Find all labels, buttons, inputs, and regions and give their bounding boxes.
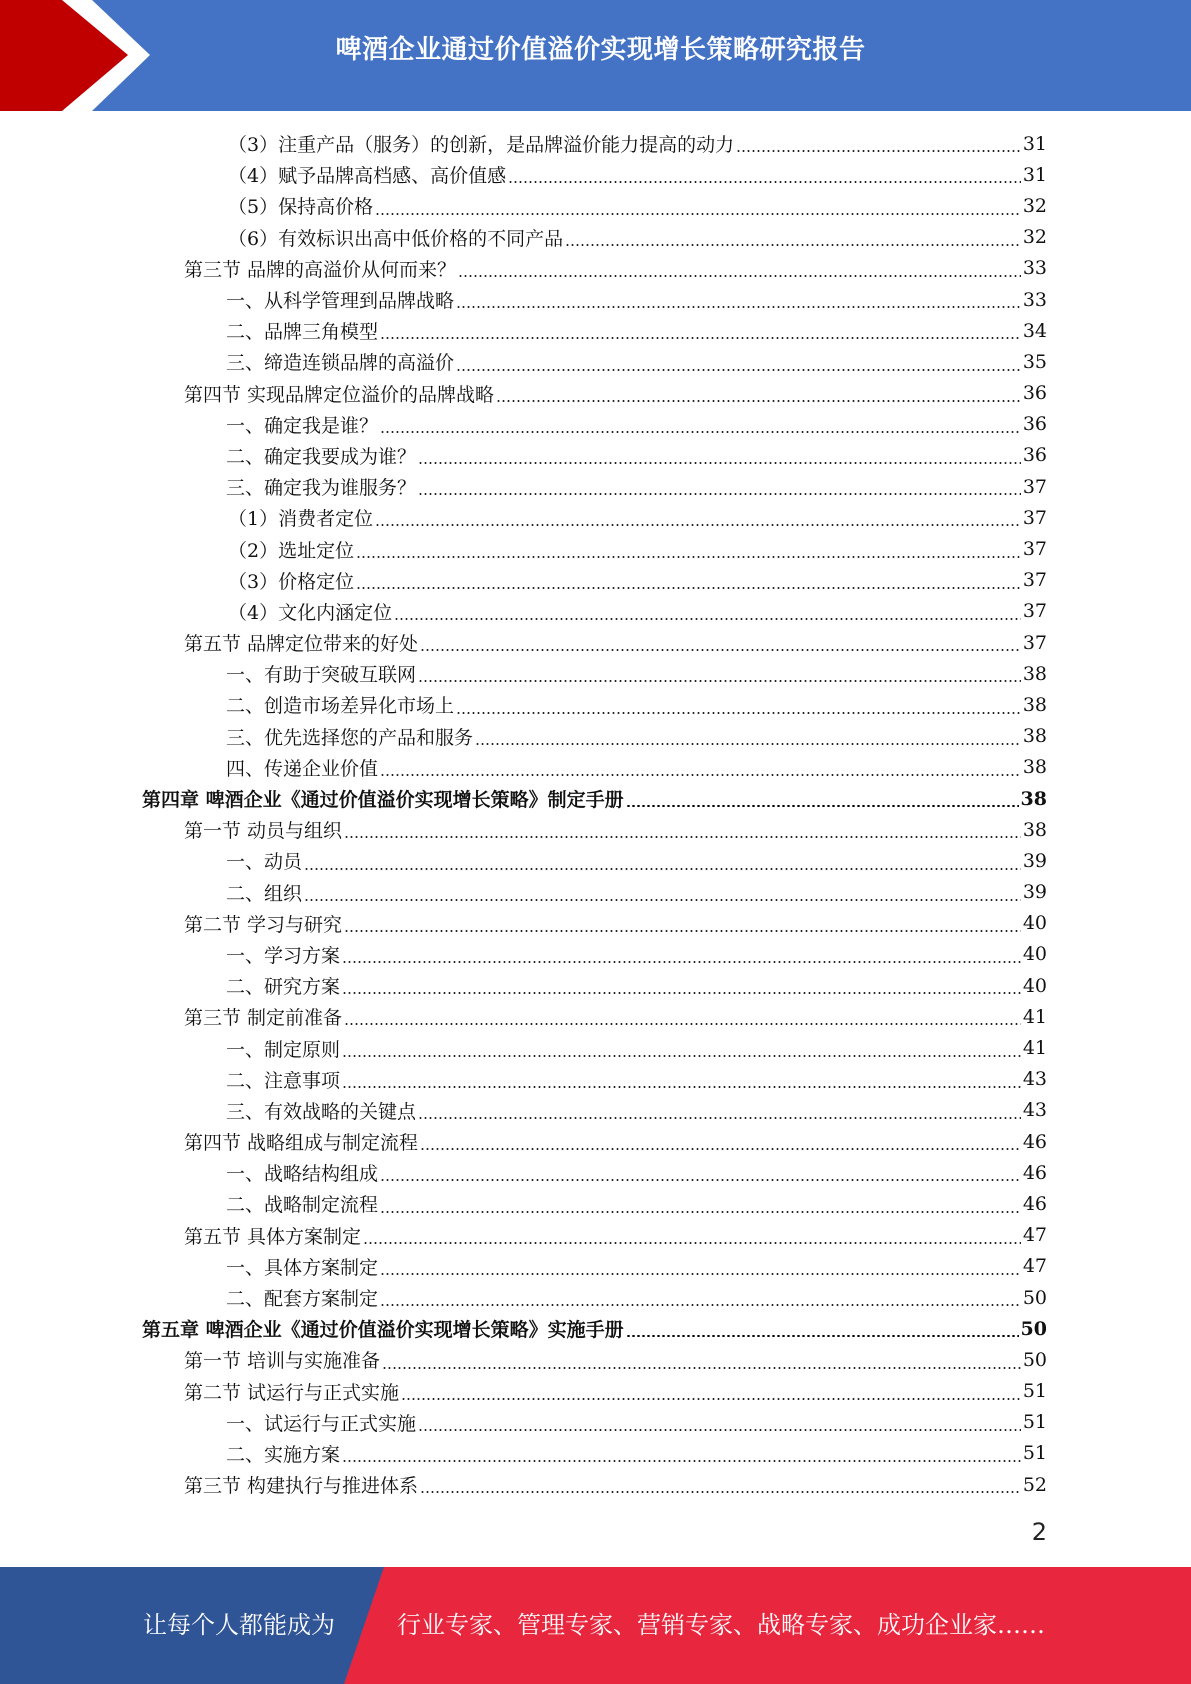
toc-dot-leader <box>420 1491 1021 1493</box>
toc-entry-page: 41 <box>1022 1037 1047 1060</box>
toc-entry[interactable] <box>0 159 1191 190</box>
toc-entry-title: 三、缔造连锁品牌的高溢价 <box>226 352 455 375</box>
toc-entry[interactable] <box>0 1220 1191 1251</box>
toc-entry[interactable] <box>0 1438 1191 1469</box>
toc-entry-title: 一、具体方案制定 <box>226 1256 379 1279</box>
toc-dot-leader <box>363 1242 1021 1244</box>
toc-entry-title: 第三节 构建执行与推进体系 <box>184 1475 419 1498</box>
toc-entry-title: 二、配套方案制定 <box>226 1288 379 1311</box>
toc-dot-leader <box>418 462 1021 464</box>
toc-entry-title: 三、有效战略的关键点 <box>226 1100 417 1123</box>
toc-dot-leader <box>344 930 1021 932</box>
toc-dot-leader <box>401 1398 1021 1400</box>
toc-dot-leader <box>375 524 1021 526</box>
toc-entry[interactable] <box>0 1313 1191 1344</box>
toc-entry-page: 46 <box>1022 1130 1047 1153</box>
toc-entry[interactable] <box>0 721 1191 752</box>
toc-entry-title: 一、从科学管理到品牌战略 <box>226 290 455 313</box>
toc-dot-leader <box>344 1023 1021 1025</box>
toc-entry-title: 第二节 学习与研究 <box>184 913 343 936</box>
toc-entry[interactable] <box>0 1064 1191 1095</box>
page-header <box>0 0 1191 111</box>
toc-dot-leader <box>458 275 1021 277</box>
toc-entry[interactable] <box>0 346 1191 377</box>
footer-slogan-left: 让每个人都能成为 <box>143 1611 335 1639</box>
toc-dot-leader <box>508 181 1021 183</box>
toc-entry-page: 34 <box>1022 319 1047 342</box>
toc-entry[interactable] <box>0 1032 1191 1063</box>
toc-entry-title: （1）消费者定位 <box>228 508 374 531</box>
toc-dot-leader <box>418 493 1021 495</box>
toc-entry-page: 38 <box>1022 693 1047 716</box>
toc-entry[interactable] <box>0 845 1191 876</box>
toc-entry-title: 三、优先选择您的产品和服务 <box>226 726 474 749</box>
toc-entry[interactable] <box>0 689 1191 720</box>
toc-entry-page: 38 <box>1022 725 1047 748</box>
toc-dot-leader <box>420 649 1021 651</box>
toc-entry-page: 35 <box>1022 350 1047 373</box>
toc-entry[interactable] <box>0 253 1191 284</box>
toc-entry[interactable] <box>0 596 1191 627</box>
toc-entry[interactable] <box>0 409 1191 440</box>
toc-entry[interactable] <box>0 222 1191 253</box>
toc-entry-page: 50 <box>1020 1317 1047 1340</box>
toc-entry-page: 33 <box>1022 257 1047 280</box>
toc-entry[interactable] <box>0 1251 1191 1282</box>
table-of-contents <box>0 128 1191 1500</box>
toc-entry[interactable] <box>0 814 1191 845</box>
toc-dot-leader <box>626 1335 1019 1337</box>
toc-dot-leader <box>342 1086 1021 1088</box>
toc-entry[interactable] <box>0 1001 1191 1032</box>
toc-dot-leader <box>456 712 1021 714</box>
toc-entry-title: （6）有效标识出高中低价格的不同产品 <box>228 227 564 250</box>
toc-entry-title: 第四节 战略组成与制定流程 <box>184 1132 419 1155</box>
toc-dot-leader <box>342 992 1021 994</box>
toc-entry-title: 二、创造市场差异化市场上 <box>226 695 455 718</box>
toc-dot-leader <box>418 680 1021 682</box>
toc-entry-title: 二、确定我要成为谁？ <box>226 445 417 468</box>
toc-entry[interactable] <box>0 502 1191 533</box>
toc-entry-page: 38 <box>1020 787 1047 810</box>
toc-entry-page: 37 <box>1022 538 1047 561</box>
toc-entry[interactable] <box>0 378 1191 409</box>
toc-dot-leader <box>344 836 1021 838</box>
toc-dot-leader <box>342 1055 1021 1057</box>
toc-entry-title: 第一节 培训与实施准备 <box>184 1350 381 1373</box>
toc-entry[interactable] <box>0 1126 1191 1157</box>
toc-entry-page: 36 <box>1022 444 1047 467</box>
toc-entry-page: 36 <box>1022 413 1047 436</box>
toc-entry-title: 三、确定我为谁服务？ <box>226 477 417 500</box>
toc-entry-page: 32 <box>1022 194 1047 217</box>
toc-entry-page: 46 <box>1022 1192 1047 1215</box>
toc-entry-page: 51 <box>1022 1411 1047 1434</box>
toc-entry[interactable] <box>0 752 1191 783</box>
toc-dot-leader <box>736 150 1021 152</box>
toc-entry-page: 31 <box>1022 132 1047 155</box>
toc-entry-page: 38 <box>1022 818 1047 841</box>
toc-entry-page: 38 <box>1022 662 1047 685</box>
toc-entry-page: 37 <box>1022 569 1047 592</box>
toc-entry-title: 一、确定我是谁？ <box>226 414 379 437</box>
toc-entry-page: 50 <box>1022 1348 1047 1371</box>
toc-entry-title: 第五节 具体方案制定 <box>184 1225 362 1248</box>
toc-entry-title: 一、动员 <box>226 851 303 874</box>
toc-entry-page: 47 <box>1022 1224 1047 1247</box>
toc-entry-page: 40 <box>1022 912 1047 935</box>
toc-dot-leader <box>380 337 1021 339</box>
page-number: 2 <box>1031 1518 1047 1546</box>
toc-entry-title: （4）赋予品牌高档感、高价值感 <box>228 165 507 188</box>
toc-dot-leader <box>380 1179 1021 1181</box>
toc-dot-leader <box>565 244 1021 246</box>
toc-entry-title: 二、实施方案 <box>226 1443 341 1466</box>
toc-entry-title: （2）选址定位 <box>228 539 355 562</box>
page-footer <box>0 1567 1191 1684</box>
toc-dot-leader <box>380 1211 1021 1213</box>
toc-dot-leader <box>375 213 1021 215</box>
toc-entry-page: 51 <box>1022 1442 1047 1465</box>
toc-entry[interactable] <box>0 440 1191 471</box>
toc-dot-leader <box>382 1367 1021 1369</box>
toc-entry-title: 一、学习方案 <box>226 944 341 967</box>
toc-dot-leader <box>380 1273 1021 1275</box>
toc-dot-leader <box>304 868 1021 870</box>
toc-entry-page: 43 <box>1022 1099 1047 1122</box>
toc-entry-title: 第五章 啤酒企业《通过价值溢价实现增长策略》实施手册 <box>142 1319 624 1342</box>
toc-entry[interactable] <box>0 970 1191 1001</box>
toc-entry[interactable] <box>0 1095 1191 1126</box>
toc-dot-leader <box>420 1148 1021 1150</box>
toc-dot-leader <box>418 1429 1021 1431</box>
toc-entry-title: 二、注意事项 <box>226 1069 341 1092</box>
toc-dot-leader <box>356 587 1021 589</box>
toc-entry-page: 37 <box>1022 631 1047 654</box>
toc-entry[interactable] <box>0 284 1191 315</box>
toc-dot-leader <box>626 805 1019 807</box>
toc-entry-title: 第三节 品牌的高溢价从何而来？ <box>184 258 457 281</box>
toc-entry-title: 第一节 动员与组织 <box>184 820 343 843</box>
toc-entry[interactable] <box>0 1344 1191 1375</box>
toc-entry[interactable] <box>0 908 1191 939</box>
footer-slogan-right: 行业专家、管理专家、营销专家、战略专家、成功企业家…… <box>397 1611 1045 1639</box>
toc-entry[interactable] <box>0 783 1191 814</box>
toc-entry[interactable] <box>0 877 1191 908</box>
toc-dot-leader <box>496 400 1021 402</box>
report-title: 啤酒企业通过价值溢价实现增长策略研究报告 <box>335 35 866 65</box>
toc-entry-page: 46 <box>1022 1161 1047 1184</box>
toc-entry-page: 41 <box>1022 1005 1047 1028</box>
toc-entry-title: 二、组织 <box>226 882 303 905</box>
toc-entry-page: 36 <box>1022 382 1047 405</box>
toc-entry-title: （3）注重产品（服务）的创新，是品牌溢价能力提高的动力 <box>228 134 735 157</box>
toc-entry-title: 第四节 实现品牌定位溢价的品牌战略 <box>184 383 495 406</box>
toc-entry-title: （4）文化内涵定位 <box>228 601 393 624</box>
toc-dot-leader <box>456 306 1021 308</box>
toc-entry[interactable] <box>0 939 1191 970</box>
toc-entry-title: 一、制定原则 <box>226 1038 341 1061</box>
toc-entry[interactable] <box>0 128 1191 159</box>
toc-entry[interactable] <box>0 1157 1191 1188</box>
toc-entry[interactable] <box>0 1469 1191 1500</box>
toc-entry-page: 40 <box>1022 974 1047 997</box>
toc-entry-page: 33 <box>1022 288 1047 311</box>
toc-entry-page: 38 <box>1022 756 1047 779</box>
toc-entry-page: 39 <box>1022 849 1047 872</box>
toc-dot-leader <box>475 743 1021 745</box>
toc-entry-page: 52 <box>1022 1473 1047 1496</box>
toc-dot-leader <box>394 618 1021 620</box>
toc-entry-page: 51 <box>1022 1380 1047 1403</box>
toc-dot-leader <box>380 1304 1021 1306</box>
toc-dot-leader <box>380 774 1021 776</box>
toc-entry-title: 二、研究方案 <box>226 976 341 999</box>
toc-entry[interactable] <box>0 471 1191 502</box>
toc-entry-page: 31 <box>1022 163 1047 186</box>
toc-entry-page: 32 <box>1022 226 1047 249</box>
toc-entry[interactable] <box>0 658 1191 689</box>
toc-entry-page: 43 <box>1022 1068 1047 1091</box>
toc-entry-title: 第三节 制定前准备 <box>184 1007 343 1030</box>
toc-dot-leader <box>304 899 1021 901</box>
toc-entry-page: 47 <box>1022 1255 1047 1278</box>
toc-entry-title: （5）保持高价格 <box>228 196 374 219</box>
toc-entry[interactable] <box>0 1188 1191 1219</box>
toc-dot-leader <box>356 556 1021 558</box>
toc-dot-leader <box>418 1117 1021 1119</box>
toc-entry-page: 37 <box>1022 475 1047 498</box>
toc-entry-page: 40 <box>1022 943 1047 966</box>
toc-entry-title: 第五节 品牌定位带来的好处 <box>184 633 419 656</box>
toc-entry-title: 第二节 试运行与正式实施 <box>184 1381 400 1404</box>
toc-entry-page: 37 <box>1022 600 1047 623</box>
toc-dot-leader <box>342 1460 1021 1462</box>
toc-entry[interactable] <box>0 533 1191 564</box>
toc-entry-title: 二、品牌三角模型 <box>226 321 379 344</box>
toc-entry-title: 第四章 啤酒企业《通过价值溢价实现增长策略》制定手册 <box>142 789 624 812</box>
toc-entry[interactable] <box>0 315 1191 346</box>
toc-dot-leader <box>456 369 1021 371</box>
toc-entry[interactable] <box>0 1407 1191 1438</box>
toc-entry-title: 一、有助于突破互联网 <box>226 664 417 687</box>
toc-entry[interactable] <box>0 190 1191 221</box>
toc-entry[interactable] <box>0 1282 1191 1313</box>
toc-entry-title: 一、战略结构组成 <box>226 1163 379 1186</box>
toc-entry[interactable] <box>0 627 1191 658</box>
toc-entry-title: 二、战略制定流程 <box>226 1194 379 1217</box>
toc-entry[interactable] <box>0 1376 1191 1407</box>
toc-dot-leader <box>380 431 1021 433</box>
toc-entry-title: （3）价格定位 <box>228 570 355 593</box>
toc-entry-page: 50 <box>1022 1286 1047 1309</box>
toc-entry-title: 一、试运行与正式实施 <box>226 1412 417 1435</box>
toc-dot-leader <box>342 961 1021 963</box>
toc-entry[interactable] <box>0 565 1191 596</box>
toc-entry-page: 39 <box>1022 881 1047 904</box>
toc-entry-page: 37 <box>1022 506 1047 529</box>
toc-entry-title: 四、传递企业价值 <box>226 757 379 780</box>
